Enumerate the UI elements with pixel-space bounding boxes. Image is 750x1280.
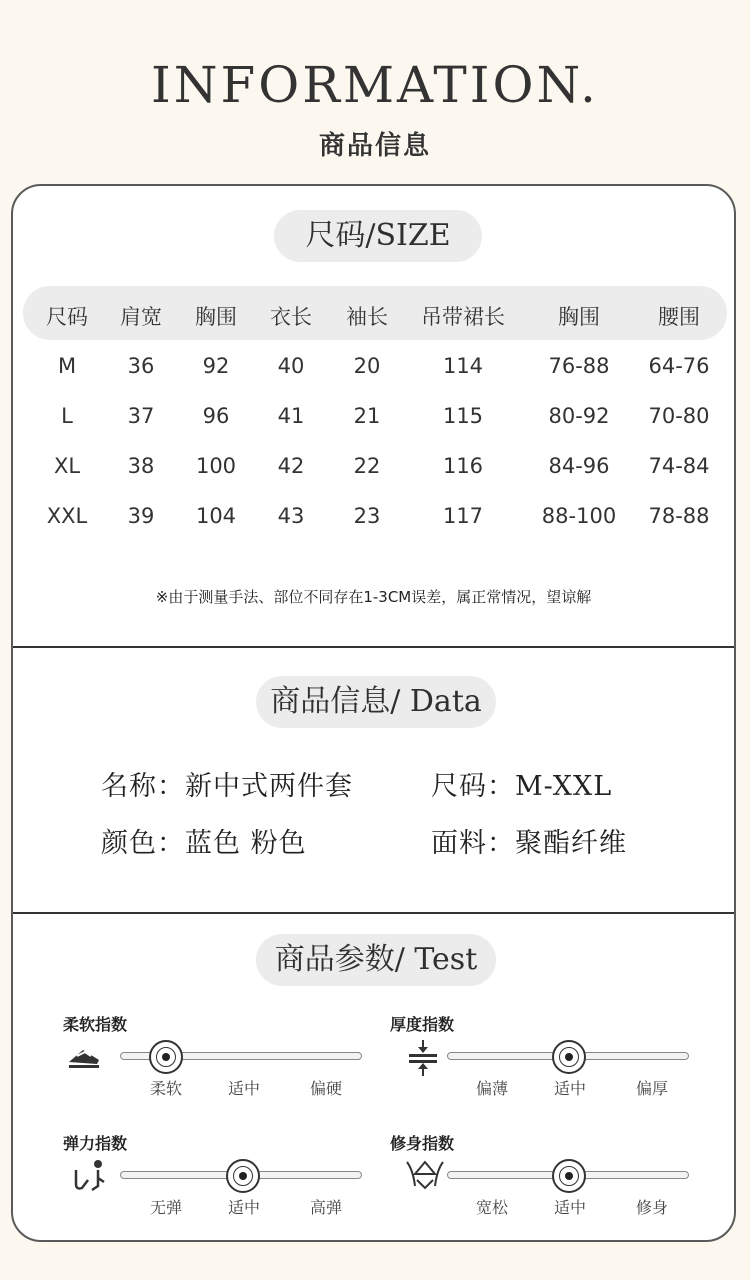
size-table-cell: M xyxy=(57,354,77,378)
size-table-cell: 40 xyxy=(277,354,305,378)
shoe-icon xyxy=(63,1038,107,1078)
size-table-header-cell: 尺码 xyxy=(46,305,88,329)
size-table-cell: 22 xyxy=(353,454,381,478)
size-table-cell: 84-96 xyxy=(548,454,610,478)
size-table-cell: 117 xyxy=(442,504,484,528)
size-table-header-cell: 胸围 xyxy=(195,305,237,329)
param-title: 修身指数 xyxy=(390,1134,455,1153)
divider-1 xyxy=(13,646,734,648)
param-title: 柔软指数 xyxy=(63,1015,128,1034)
size-table-cell: 38 xyxy=(127,454,155,478)
size-table-cell: 88-100 xyxy=(541,504,617,528)
size-table-cell: 36 xyxy=(127,354,155,378)
size-table-header-cell: 衣长 xyxy=(270,305,312,329)
thickness-icon xyxy=(401,1038,445,1078)
size-table-cell: 23 xyxy=(353,504,381,528)
info-card xyxy=(11,184,736,1242)
divider-2 xyxy=(13,912,734,914)
size-table-header-cell: 袖长 xyxy=(346,305,388,329)
label-low: 柔软 xyxy=(149,1079,182,1098)
label-high: 偏硬 xyxy=(309,1079,342,1098)
label-mid: 适中 xyxy=(227,1079,260,1098)
size-pill: 尺码/SIZE xyxy=(274,210,482,262)
label-low: 宽松 xyxy=(475,1198,508,1217)
param-title: 弹力指数 xyxy=(63,1134,128,1153)
size-table-cell: 104 xyxy=(195,504,237,528)
product-name: 名称：新中式两件套 xyxy=(101,771,353,802)
size-table-header-cell: 胸围 xyxy=(558,305,600,329)
size-table-cell: 70-80 xyxy=(648,404,710,428)
size-table-header-cell: 吊带裙长 xyxy=(421,305,505,329)
thickness-knob xyxy=(552,1040,586,1074)
softness-knob xyxy=(149,1040,183,1074)
measurement-note: ※由于测量手法、部位不同存在1-3CM误差，属正常情况，望谅解 xyxy=(155,588,592,606)
size-table-cell: 21 xyxy=(353,404,381,428)
title-english: INFORMATION. xyxy=(151,56,599,114)
title-chinese: 商品信息 xyxy=(318,131,431,161)
label-mid: 适中 xyxy=(553,1198,586,1217)
test-pill: 商品参数/ Test xyxy=(256,934,496,986)
param-title: 厚度指数 xyxy=(390,1015,455,1034)
fit-icon xyxy=(403,1156,447,1196)
size-table-cell: 43 xyxy=(277,504,305,528)
size-table-cell: XXL xyxy=(46,504,88,528)
size-table-cell: 114 xyxy=(442,354,484,378)
size-table-cell: 80-92 xyxy=(548,404,610,428)
size-table-cell: 100 xyxy=(195,454,237,478)
product-size: 尺码：M-XXL xyxy=(431,771,613,802)
size-table-cell: L xyxy=(61,404,73,428)
label-high: 偏厚 xyxy=(635,1079,668,1098)
size-table-cell: 92 xyxy=(202,354,230,378)
size-table-cell: 96 xyxy=(202,404,230,428)
size-table-cell: 116 xyxy=(442,454,484,478)
label-mid: 适中 xyxy=(227,1198,260,1217)
header xyxy=(0,55,750,162)
size-table-cell: 42 xyxy=(277,454,305,478)
size-table-cell: 20 xyxy=(353,354,381,378)
size-table-header-cell: 肩宽 xyxy=(120,305,162,329)
elasticity-knob xyxy=(226,1159,260,1193)
size-table-cell: 41 xyxy=(277,404,305,428)
label-high: 高弹 xyxy=(309,1198,342,1217)
size-table-cell: 74-84 xyxy=(648,454,710,478)
label-high: 修身 xyxy=(635,1198,668,1217)
size-table-cell: 115 xyxy=(442,404,484,428)
size-table-cell: 76-88 xyxy=(548,354,610,378)
size-table-cell: 37 xyxy=(127,404,155,428)
size-table-cell: 39 xyxy=(127,504,155,528)
product-color: 颜色：蓝色 粉色 xyxy=(101,828,307,859)
label-mid: 适中 xyxy=(553,1079,586,1098)
label-low: 偏薄 xyxy=(475,1079,508,1098)
label-low: 无弹 xyxy=(149,1198,182,1217)
size-table-cell: 64-76 xyxy=(648,354,710,378)
data-pill: 商品信息/ Data xyxy=(256,676,496,728)
size-table-header-cell: 腰围 xyxy=(658,305,700,329)
fit-knob xyxy=(552,1159,586,1193)
size-table-cell: 78-88 xyxy=(648,504,710,528)
size-table-cell: XL xyxy=(53,454,81,478)
product-fabric: 面料：聚酯纤维 xyxy=(431,828,627,859)
stretch-icon xyxy=(68,1156,112,1196)
